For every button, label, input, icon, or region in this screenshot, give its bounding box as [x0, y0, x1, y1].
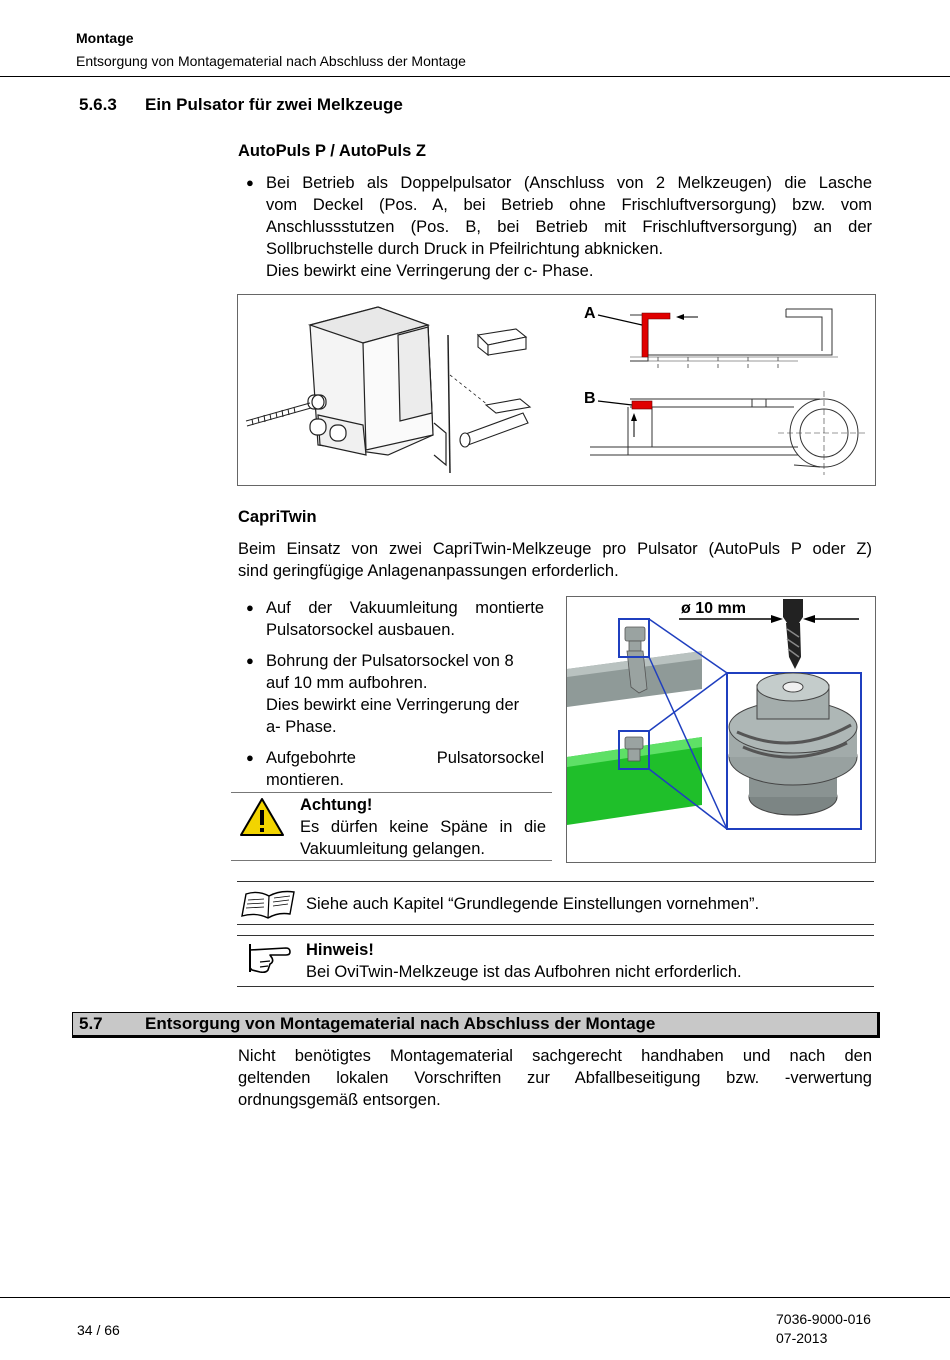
figure-label-b: B: [584, 390, 596, 407]
autopuls-bullet-line: Anschlussstutzen (Pos. B, bei Betrieb mit Frischluftversorgung) an der: [266, 218, 872, 236]
bullet-line: montieren.: [266, 771, 344, 789]
section-57-title: Entsorgung von Montagematerial nach Abschluss der Montage: [145, 1014, 656, 1033]
capritwin-intro: [238, 538, 872, 582]
autopuls-note: Dies bewirkt eine Verringerung der c- Phase.: [266, 262, 594, 280]
body-line: ordnungsgemäß entsorgen.: [238, 1091, 441, 1109]
warning-title: Achtung!: [300, 796, 373, 814]
footer-divider: [0, 1297, 950, 1298]
section-57-number: 5.7: [79, 1014, 103, 1033]
header-divider: [0, 76, 950, 77]
hint-top-rule: [237, 935, 874, 936]
capritwin-bullet-3: [246, 747, 544, 791]
bullet-line: Aufgebohrte Pulsatorsockel: [266, 749, 544, 767]
capritwin-figure: [566, 596, 876, 863]
warning-line: Vakuumleitung gelangen.: [300, 840, 485, 858]
document-number: 7036-9000-016: [776, 1311, 871, 1327]
capritwin-intro-line: Beim Einsatz von zwei CapriTwin-Melkzeuge pro Pulsator (AutoPuls P oder Z): [238, 540, 872, 558]
page-number: 34 / 66: [77, 1322, 120, 1338]
see-also-bottom-rule: [237, 924, 874, 925]
subheading-capritwin: CapriTwin: [238, 508, 317, 526]
autopuls-bullet-line: Sollbruchstelle durch Druck in Pfeilrichtung abknicken.: [266, 240, 664, 258]
capritwin-intro-line: sind geringfügige Anlagenanpassungen erforderlich.: [238, 562, 619, 580]
section-number: 5.6.3: [79, 95, 117, 114]
running-header-title: Montage: [76, 30, 134, 46]
warning-bottom-rule: [231, 860, 552, 861]
bullet-line: Dies bewirkt eine Verringerung der: [266, 696, 520, 714]
hint-bottom-rule: [237, 986, 874, 987]
subheading-autopuls: AutoPuls P / AutoPuls Z: [238, 142, 426, 160]
see-also-text: Siehe auch Kapitel “Grundlegende Einstellungen vornehmen”.: [306, 895, 760, 913]
bullet-dot: ●: [246, 750, 254, 765]
autopuls-bullet: [246, 172, 872, 282]
bullet-line: auf 10 mm aufbohren.: [266, 674, 428, 692]
bullet-dot: ●: [246, 175, 254, 190]
bullet-line: Auf der Vakuumleitung montierte: [266, 599, 544, 617]
pointing-hand-icon: [246, 940, 292, 974]
capritwin-bullet-1: [246, 597, 544, 641]
running-header-subtitle: Entsorgung von Montagematerial nach Abschluss der Montage: [76, 53, 466, 69]
capritwin-bullet-2: [246, 650, 544, 738]
autopuls-drawing: [238, 295, 875, 485]
body-line: geltenden lokalen Vorschriften zur Abfallbeseitigung bzw. -verwertung: [238, 1069, 872, 1087]
book-icon: [240, 888, 298, 920]
section-title: Ein Pulsator für zwei Melkzeuge: [145, 95, 403, 114]
hint-text: [306, 939, 742, 983]
warning-text: [300, 794, 546, 860]
warning-icon: [239, 797, 285, 837]
capritwin-drawing: [567, 597, 875, 862]
bullet-dot: ●: [246, 653, 254, 668]
drill-diameter-label: ø 10 mm: [681, 600, 746, 617]
bullet-dot: ●: [246, 600, 254, 615]
warning-top-rule: [231, 792, 552, 793]
figure-label-a: A: [584, 305, 596, 322]
body-line: Nicht benötigtes Montagematerial sachgerecht handhaben und nach den: [238, 1047, 872, 1065]
bullet-line: a- Phase.: [266, 718, 337, 736]
document-date: 07-2013: [776, 1330, 828, 1346]
autopuls-bullet-line: vom Deckel (Pos. A, bei Betrieb ohne Frischluftversorgung) bzw. vom: [266, 196, 872, 214]
bullet-line: Pulsatorsockel ausbauen.: [266, 621, 455, 639]
autopuls-bullet-line: Bei Betrieb als Doppelpulsator (Anschluss von 2 Melkzeugen) die Lasche: [266, 174, 872, 192]
autopuls-figure: [237, 294, 876, 486]
hint-body: Bei OviTwin-Melkzeuge ist das Aufbohren nicht erforderlich.: [306, 963, 742, 981]
section-57-body: [238, 1045, 872, 1111]
see-also-top-rule: [237, 881, 874, 882]
warning-line: Es dürfen keine Späne in die: [300, 818, 546, 836]
hint-title: Hinweis!: [306, 941, 374, 959]
bullet-line: Bohrung der Pulsatorsockel von 8: [266, 652, 514, 670]
